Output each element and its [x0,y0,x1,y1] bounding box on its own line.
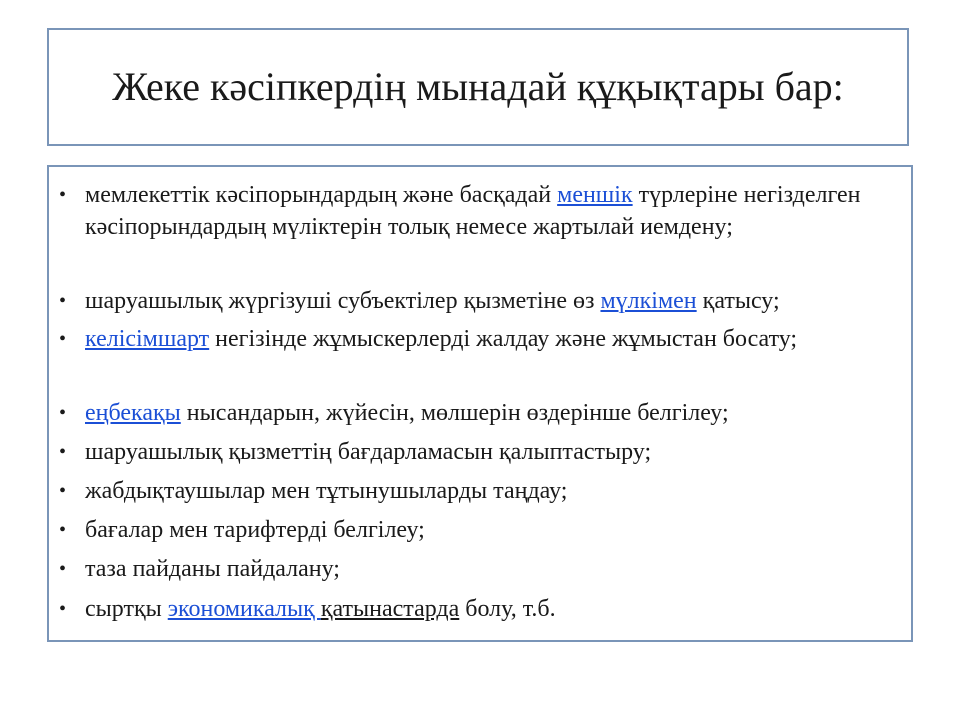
bullet-icon: • [59,480,67,502]
list-item [59,553,895,585]
bullet-icon: • [59,519,67,541]
list-item [59,475,895,507]
item-text: жабдықтаушылар мен тұтынушыларды таңдау; [85,478,568,504]
item-text: шаруашылық қызметтің бағдарламасын қалыптастыру; [85,439,652,465]
bullet-icon: • [59,290,67,312]
item-text: таза пайданы пайдалану; [85,556,340,582]
list-item [59,514,895,546]
item-text: қатысу; [696,288,780,314]
title-box [47,28,909,146]
item-text: нысандарын, жүйесін, мөлшерін өздерінше белгілеу; [180,400,729,426]
list-item [59,436,895,468]
link-enbekaky[interactable]: еңбекақы [85,400,181,426]
slide-title: Жеке кәсіпкердің мынадай құқықтары бар: [112,64,844,109]
item-text: бағалар мен тарифтерді белгілеу; [85,517,425,543]
item-text: түрлеріне негізделген кәсіпорындардың мүліктерін толық немесе жартылай иемдену; [85,182,861,240]
item-text: болу, т.б. [459,596,556,622]
item-text: мемлекеттік кәсіпорындардың және басқадай [85,182,558,208]
bullet-icon: • [59,402,67,424]
list-item [59,323,825,355]
content-box [47,165,913,642]
bullet-icon: • [59,441,67,463]
list-item [59,179,895,243]
link-kelisimshart[interactable]: келісімшарт [85,326,210,352]
bullet-icon: • [59,598,67,620]
list-item [59,593,895,625]
underlined-katynastarda: қатынастарда [320,596,460,622]
link-mulkimen[interactable]: мүлкімен [600,288,697,314]
item-text: негізінде жұмыскерлерді жалдау және жұмыстан босату; [209,326,798,352]
bullet-icon: • [59,328,67,350]
link-menshik[interactable]: меншік [557,182,633,208]
list-item [59,285,895,317]
item-text: шаруашылық жүргізуші субъектілер қызметіне өз [85,288,601,314]
bullet-icon: • [59,558,67,580]
item-text: сыртқы [85,596,168,622]
bullet-icon: • [59,184,67,206]
bullet-list [49,167,911,640]
list-item [59,397,895,429]
link-ekonomikalyk[interactable]: экономикалық [167,596,321,622]
